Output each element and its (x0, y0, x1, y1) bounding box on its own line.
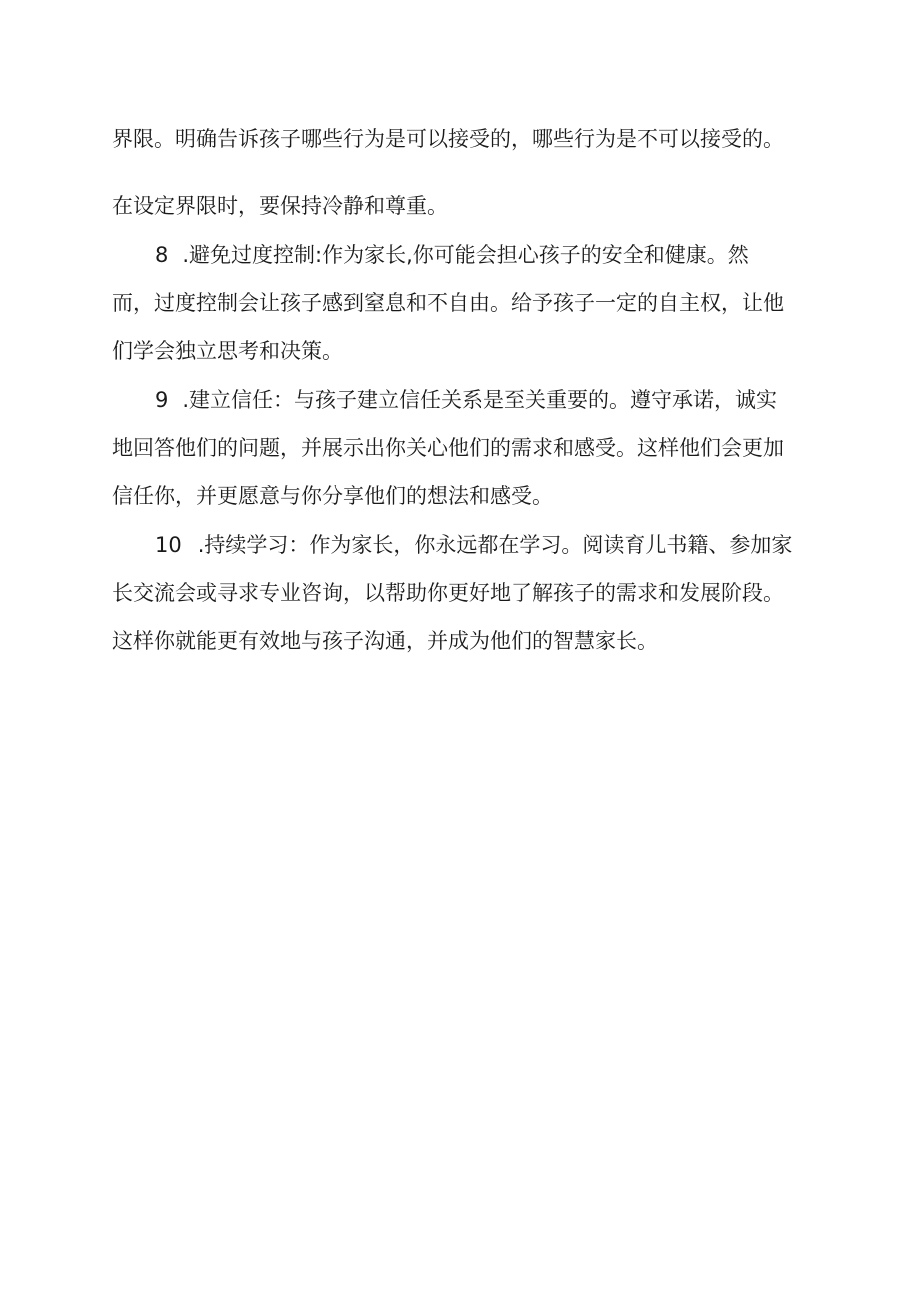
paragraph-line: 在设定界限时，要保持冷静和尊重。 (112, 194, 448, 218)
paragraph-line: 这样你就能更有效地与孩子沟通，并成为他们的智慧家长。 (112, 629, 658, 653)
list-number: 9 (155, 388, 169, 412)
list-item-9-first-line (155, 385, 777, 415)
list-item-text: .避免过度控制:作为家长,你可能会担心孩子的安全和健康。然 (182, 243, 749, 267)
paragraph-line: 地回答他们的问题，并展示出你关心他们的需求和感受。这样他们会更加 (112, 436, 784, 460)
paragraph-line: 而，过度控制会让孩子感到窒息和不自由。给予孩子一定的自主权，让他 (112, 291, 784, 315)
list-number: 10 (155, 533, 182, 557)
paragraph-line: 界限。明确告诉孩子哪些行为是可以接受的，哪些行为是不可以接受的。 (112, 127, 784, 151)
paragraph-line: 信任你，并更愿意与你分享他们的想法和感受。 (112, 484, 553, 508)
list-item-text: .持续学习：作为家长，你永远都在学习。阅读育儿书籍、参加家 (197, 533, 793, 557)
list-item-10-first-line (155, 530, 792, 560)
list-item-text: .建立信任：与孩子建立信任关系是至关重要的。遵守承诺，诚实 (182, 388, 778, 412)
paragraph-line: 们学会独立思考和决策。 (112, 339, 343, 363)
list-item-8-first-line (155, 240, 749, 270)
list-number: 8 (155, 243, 169, 267)
paragraph-line: 长交流会或寻求专业咨询，以帮助你更好地了解孩子的需求和发展阶段。 (112, 581, 784, 605)
